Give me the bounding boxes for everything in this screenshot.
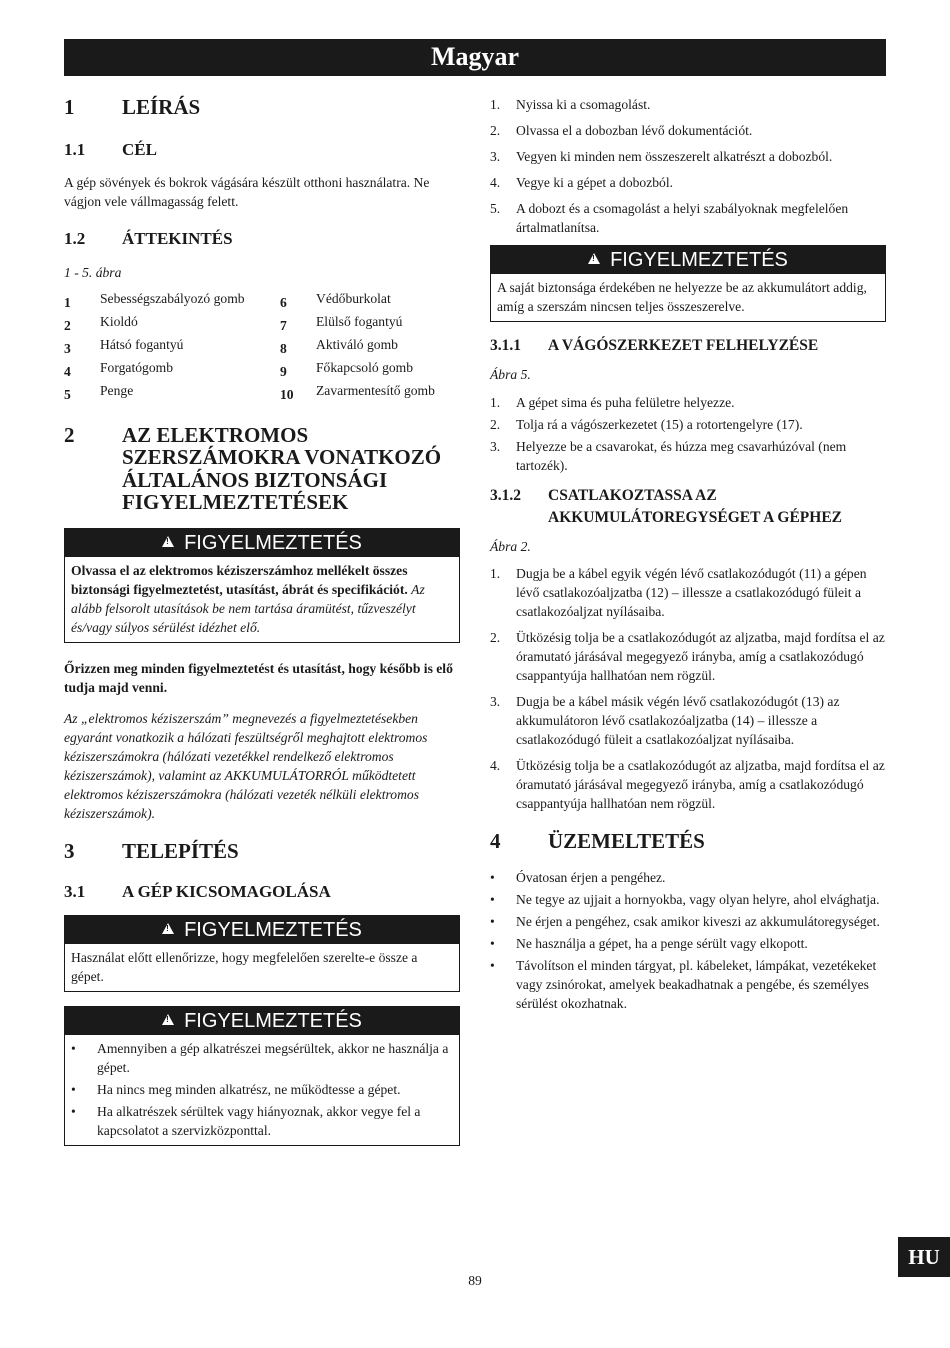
section-title: A GÉP KICSOMAGOLÁSA: [122, 882, 331, 901]
section-1-heading: [64, 96, 460, 119]
part-number: 1: [64, 294, 71, 310]
keep-instructions-text: Őrizzen meg minden figyelmeztetést és utasítást, hogy később is elő tudja majd venni.: [64, 660, 453, 695]
warning-header: [65, 1007, 459, 1035]
section-3-1-1-heading: [490, 335, 886, 357]
section-number: 1.2: [64, 228, 86, 248]
list-item-text: Ne érjen a pengéhez, csak amikor kiveszi az akkumulátoregységet.: [516, 913, 880, 929]
warning-label: FIGYELMEZTETÉS: [184, 919, 362, 941]
part-item: [64, 381, 280, 404]
section-number: 2: [64, 422, 75, 447]
step-number: 2.: [490, 417, 501, 432]
part-label: Sebességszabályozó gomb: [100, 290, 245, 306]
part-number: 7: [280, 317, 287, 333]
list-item-text: Amennyiben a gép alkatrészei megsérültek, akkor ne használja a gépet.: [97, 1041, 449, 1075]
section-title: CSATLAKOZTASSA AZ AKKUMULÁTOREGYSÉGET A GÉPHEZ: [548, 487, 842, 526]
list-item: [71, 1080, 453, 1099]
section-title: ÁTTEKINTÉS: [122, 228, 233, 248]
part-item: [280, 358, 460, 381]
section-3-heading: [64, 840, 460, 863]
warning-triangle-icon: [162, 536, 174, 547]
figure-reference: Ábra 2.: [490, 539, 531, 554]
part-item: [64, 358, 280, 381]
part-number: 10: [280, 386, 294, 402]
step-number: 1.: [490, 395, 501, 410]
part-item: [280, 381, 460, 404]
part-number: 6: [280, 294, 287, 310]
part-label: Kioldó: [100, 313, 138, 329]
list-item: [490, 692, 886, 749]
list-item: [490, 628, 886, 685]
step-text: Ütközésig tolja be a csatlakozódugót az aljzatba, majd fordítsa el az óramutató járásával megegyező irányba, amíg a csatlakozódugó csappantyúja hallhatóan nem rögzül.: [516, 758, 885, 811]
part-item: [64, 335, 280, 358]
section-title: CÉL: [122, 139, 157, 159]
step-number: 3.: [490, 694, 501, 709]
step-number: 2.: [490, 630, 501, 645]
warning-header: [65, 529, 459, 557]
list-item: [490, 934, 886, 953]
list-item: [490, 956, 886, 1013]
part-label: Főkapcsoló gomb: [316, 359, 414, 375]
step-text: Vegyen ki minden nem összeszerelt alkatrészt a dobozból.: [516, 149, 833, 164]
list-item: [71, 1039, 453, 1077]
list-item: [490, 912, 886, 931]
warning-body: [65, 1035, 459, 1145]
parts-column-1: [64, 289, 280, 404]
step-text: Helyezze be a csavarokat, és húzza meg csavarhúzóval (nem tartozék).: [516, 439, 847, 473]
part-label: Aktiváló gomb: [316, 336, 398, 352]
step-number: 5.: [490, 201, 501, 216]
step-text: Dugja be a kábel egyik végén lévő csatlakozódugót (11) a gépen lévő csatlakozóaljzatba (12) – illessze a csatlakozódugó füleit a csatlakozóaljzat nyílásaiba.: [516, 566, 867, 619]
step-number: 2.: [490, 123, 501, 138]
step-number: 4.: [490, 758, 501, 773]
warning-label: FIGYELMEZTETÉS: [610, 249, 788, 271]
step-number: 3.: [490, 439, 501, 454]
list-item: [490, 147, 886, 166]
list-item: [490, 415, 886, 434]
section-number: 1.1: [64, 139, 86, 159]
part-item: [64, 289, 280, 312]
part-number: 3: [64, 340, 71, 356]
warning-body: Használat előtt ellenőrizze, hogy megfelelően szerelte-e össze a gépet.: [71, 950, 418, 984]
part-label: Forgatógomb: [100, 359, 174, 375]
section-title: ÜZEMELTETÉS: [548, 829, 705, 853]
parts-list: [64, 289, 460, 404]
right-column: [490, 95, 886, 1013]
warning-box-battery: [490, 245, 886, 322]
warning-bold-text: Olvassa el az elektromos kéziszerszámhoz mellékelt összes biztonsági figyelmeztetést, utasítást, ábrát és specifikációt.: [71, 562, 408, 597]
warning-box-parts: [64, 1006, 460, 1146]
step-text: Dugja be a kábel másik végén lévő csatlakozódugót (13) az akkumulátoron lévő csatlakozóaljzatba (14) – illessze a csatlakozódugó füleit a csatlakozóaljzat nyílásaiba.: [516, 694, 840, 747]
list-item: [490, 199, 886, 237]
step-text: A gépet sima és puha felületre helyezze.: [516, 395, 735, 410]
section-1-1-heading: [64, 140, 460, 160]
part-item: [280, 289, 460, 312]
step-text: Olvassa el a dobozban lévő dokumentációt.: [516, 123, 753, 138]
figure-reference: Ábra 5.: [490, 367, 531, 382]
warning-italic-text: Az alább felsorolt utasítások be nem tartása áramütést, tűzveszélyt és/vagy súlyos sérülést idézhet elő.: [71, 581, 425, 635]
step-number: 1.: [490, 97, 501, 112]
section-number: 3: [64, 838, 75, 863]
list-item: [490, 868, 886, 887]
section-number: 4: [490, 829, 501, 853]
step-text: Ütközésig tolja be a csatlakozódugót az aljzatba, majd fordítsa el az óramutató járásával megegyező irányba, amíg a csatlakozódugó csappantyúja hallhatóan nem rögzül.: [516, 630, 885, 683]
section-number: 3.1.1: [490, 337, 521, 354]
list-item: [490, 890, 886, 909]
step-number: 3.: [490, 149, 501, 164]
step-text: Tolja rá a vágószerkezetet (15) a rotortengelyre (17).: [516, 417, 803, 432]
bullet-icon: •: [490, 935, 495, 951]
list-item-text: Ne tegye az ujjait a hornyokba, vagy olyan helyre, ahol elvághatja.: [516, 891, 880, 907]
list-item: [490, 173, 886, 192]
page-number: 89: [468, 1273, 482, 1288]
bullet-icon: •: [490, 869, 495, 885]
list-item: [490, 121, 886, 140]
warning-triangle-icon: [162, 923, 174, 934]
step-number: 1.: [490, 566, 501, 581]
bullet-icon: •: [71, 1041, 76, 1056]
list-item: [490, 756, 886, 813]
list-item-text: Ha alkatrészek sérültek vagy hiányoznak, akkor vegye fel a kapcsolatot a szervizközponttal.: [97, 1104, 421, 1138]
bullet-icon: •: [490, 957, 495, 973]
section-number: 3.1: [64, 882, 86, 901]
step-text: A dobozt és a csomagolást a helyi szabályoknak megfelelően ártalmatlanítsa.: [516, 201, 849, 235]
warning-box-general: [64, 528, 460, 643]
page-title: Magyar: [64, 39, 886, 76]
bullet-icon: •: [71, 1082, 76, 1097]
unpack-steps: [490, 95, 886, 237]
bullet-icon: •: [490, 913, 495, 929]
section-1-2-heading: [64, 229, 460, 249]
step-number: 4.: [490, 175, 501, 190]
section-title: A VÁGÓSZERKEZET FELHELYZÉSE: [548, 337, 819, 354]
step-text: Nyissa ki a csomagolást.: [516, 97, 651, 112]
part-label: Elülső fogantyú: [316, 313, 403, 329]
warning-body: [65, 557, 459, 642]
battery-steps: [490, 564, 886, 813]
section-3-1-heading: [64, 882, 460, 902]
section-title: TELEPÍTÉS: [122, 838, 239, 863]
part-label: Zavarmentesítő gomb: [316, 382, 435, 398]
list-item-text: Ne használja a gépet, ha a penge sérült vagy elkopott.: [516, 935, 808, 951]
section-number: 3.1.2: [490, 487, 521, 504]
warning-header: [65, 916, 459, 944]
list-item-text: Óvatosan érjen a pengéhez.: [516, 869, 666, 885]
part-number: 2: [64, 317, 71, 333]
list-item: [490, 393, 886, 412]
list-item-text: Ha nincs meg minden alkatrész, ne működtesse a gépet.: [97, 1082, 401, 1097]
warning-header: [491, 246, 885, 274]
operation-list: [490, 868, 886, 1013]
warning-triangle-icon: [162, 1014, 174, 1025]
list-item: [490, 95, 886, 114]
section-4-heading: [490, 830, 886, 853]
part-number: 5: [64, 386, 71, 402]
part-label: Védőburkolat: [316, 290, 391, 306]
section-2-heading: [64, 424, 460, 514]
section-title: AZ ELEKTROMOS SZERSZÁMOKRA VONATKOZÓ ÁLTALÁNOS BIZTONSÁGI FIGYELMEZTETÉSEK: [122, 422, 442, 514]
part-label: Penge: [100, 382, 134, 398]
section-3-1-2-heading: [490, 485, 886, 529]
list-item: [71, 1102, 453, 1140]
list-item: [490, 437, 886, 475]
warning-label: FIGYELMEZTETÉS: [184, 531, 362, 554]
list-item-text: Távolítson el minden tárgyat, pl. kábeleket, lámpákat, vezetékeket vagy zsinórokat, amelyek beakadhatnak a pengébe, és személyes sérülést okozhatnak.: [516, 957, 877, 1011]
step-text: Vegye ki a gépet a dobozból.: [516, 175, 674, 190]
part-item: [64, 312, 280, 335]
warning-label: FIGYELMEZTETÉS: [184, 1010, 362, 1032]
left-column: [64, 92, 460, 1146]
part-label: Hátsó fogantyú: [100, 336, 184, 352]
definition-text: Az „elektromos kéziszerszám” megnevezés a figyelmeztetésekben egyaránt vonatkozik a hálózati feszültségről meghajtott elektromos kéziszerszámokra (hálózati vezetékkel rendelkező elektromos kéziszerszámok), valamint az AKKUMULÁTORRÓL működtetett elektromos kéziszerszámokra (hálózati vezeték nélküli elektromos kéziszerszámok).: [64, 710, 428, 821]
part-number: 4: [64, 363, 71, 379]
parts-column-2: [280, 289, 460, 404]
language-tab: HU: [898, 1237, 950, 1277]
blade-steps: [490, 393, 886, 475]
part-item: [280, 312, 460, 335]
section-number: 1: [64, 95, 75, 119]
figure-reference: 1 - 5. ábra: [64, 264, 122, 280]
section-title: LEÍRÁS: [122, 95, 201, 119]
bullet-icon: •: [490, 891, 495, 907]
warning-box-assembly: [64, 915, 460, 992]
warning-list: [71, 1039, 453, 1140]
part-item: [280, 335, 460, 358]
warning-body: A saját biztonsága érdekében ne helyezze be az akkumulátort addig, amíg a szerszám nincsen teljes összeszerelve.: [497, 280, 867, 314]
bullet-icon: •: [71, 1104, 76, 1119]
warning-triangle-icon: [588, 253, 600, 264]
part-number: 9: [280, 363, 287, 379]
list-item: [490, 564, 886, 621]
part-number: 8: [280, 340, 287, 356]
purpose-text: A gép sövények és bokrok vágására készült otthoni használatra. Ne vágjon vele vállmagasság felett.: [64, 174, 430, 209]
